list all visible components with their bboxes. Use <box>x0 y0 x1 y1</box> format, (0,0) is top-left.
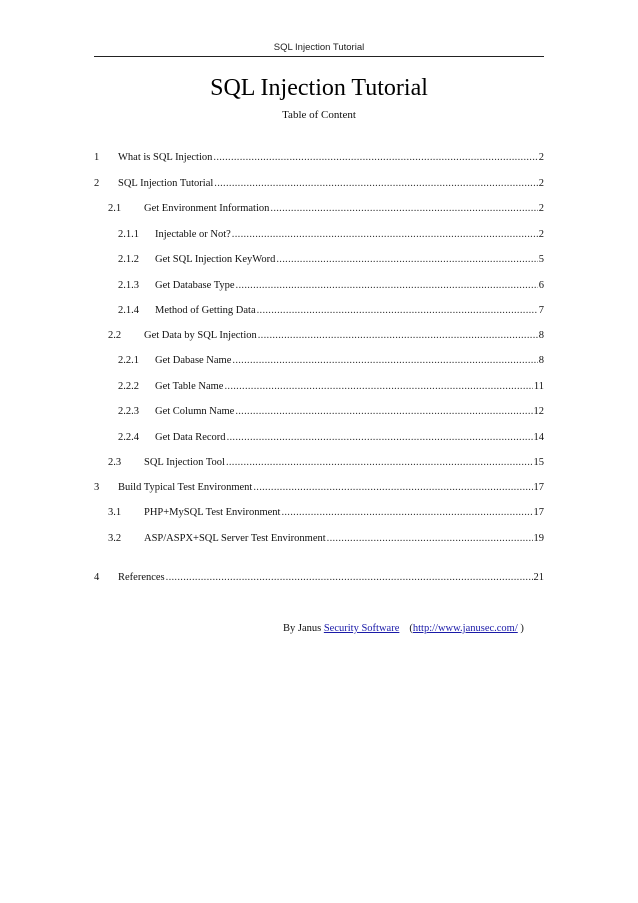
toc-dot-leader <box>258 329 538 343</box>
byline-open-paren: ( <box>409 623 413 634</box>
toc-entry-page: 8 <box>538 330 544 341</box>
toc-entry-label: Get Database Type <box>155 280 235 291</box>
toc-entry[interactable] <box>94 481 544 495</box>
toc-dot-leader <box>235 405 532 419</box>
toc-entry-page: 17 <box>533 507 544 518</box>
toc-entry-page: 11 <box>533 381 544 392</box>
toc-entry-label: PHP+MySQL Test Environment <box>144 507 281 518</box>
toc-dot-leader <box>227 431 533 445</box>
toc-entry[interactable] <box>118 228 544 242</box>
toc-dot-leader <box>214 177 537 191</box>
toc-entry-page: 7 <box>538 305 544 316</box>
toc-entry-page: 21 <box>533 572 544 583</box>
toc-dot-leader <box>327 532 533 546</box>
toc-entry-page: 8 <box>538 355 544 366</box>
company-link[interactable]: Security Software <box>323 623 400 634</box>
toc-entry-number: 2.1.2 <box>118 254 139 265</box>
toc-entry-label: Get Column Name <box>155 406 235 417</box>
toc-entry-label: Method of Getting Data <box>155 305 256 316</box>
toc-entry-page: 15 <box>533 457 544 468</box>
toc-entry-number: 2.2.3 <box>118 406 139 417</box>
toc-entry-number: 2.1.3 <box>118 280 139 291</box>
toc-entry-page: 14 <box>533 432 544 443</box>
toc-entry-number: 2.2.2 <box>118 381 139 392</box>
toc-heading: Table of Content <box>282 109 356 121</box>
toc-entry-number: 2.1.4 <box>118 305 139 316</box>
toc-entry-label: SQL Injection Tutorial <box>118 178 214 189</box>
website-link[interactable]: http://www.janusec.com/ <box>412 623 518 634</box>
toc-entry[interactable] <box>118 431 544 445</box>
toc-entry[interactable] <box>118 380 544 394</box>
toc-entry-number: 2.1 <box>108 203 122 214</box>
toc-dot-leader <box>232 354 537 368</box>
toc-dot-leader <box>276 253 537 267</box>
toc-entry-page: 2 <box>538 178 544 189</box>
toc-entry-page: 2 <box>538 203 544 214</box>
toc-entry[interactable] <box>108 329 544 343</box>
toc-entry-label: What is SQL Injection <box>118 152 213 163</box>
toc-entry-number: 2.2 <box>108 330 122 341</box>
toc-entry-label: ASP/ASPX+SQL Server Test Environment <box>144 533 326 544</box>
toc-entry[interactable] <box>118 354 544 368</box>
toc-entry[interactable] <box>108 202 544 216</box>
running-header: SQL Injection Tutorial <box>273 42 365 53</box>
byline-close-paren: ) <box>520 623 524 634</box>
toc-entry-label: Get Data Record <box>155 432 226 443</box>
toc-dot-leader <box>232 228 538 242</box>
toc-entry[interactable] <box>118 253 544 267</box>
toc-dot-leader <box>224 380 532 394</box>
toc-entry[interactable] <box>118 279 544 293</box>
toc-entry[interactable] <box>118 405 544 419</box>
toc-entry-label: References <box>118 572 165 583</box>
toc-entry-label: Get Data by SQL Injection <box>144 330 257 341</box>
document-title: SQL Injection Tutorial <box>210 75 428 101</box>
toc-entry-number: 2.2.4 <box>118 432 139 443</box>
toc-entry-label: Get Environment Information <box>144 203 270 214</box>
toc-entry[interactable] <box>118 304 544 318</box>
toc-entry[interactable] <box>108 456 544 470</box>
toc-dot-leader <box>226 456 533 470</box>
toc-dot-leader <box>270 202 537 216</box>
toc-entry-number: 3 <box>94 482 100 493</box>
toc-entry[interactable] <box>94 571 544 585</box>
toc-dot-leader <box>281 506 532 520</box>
toc-dot-leader <box>166 571 533 585</box>
toc-entry-number: 4 <box>94 572 100 583</box>
toc-entry-page: 12 <box>533 406 544 417</box>
toc-entry-number: 2.1.1 <box>118 229 139 240</box>
toc-entry-label: Get Dabase Name <box>155 355 232 366</box>
toc-entry[interactable] <box>108 532 544 546</box>
toc-dot-leader <box>257 304 538 318</box>
toc-dot-leader <box>236 279 538 293</box>
toc-entry[interactable] <box>108 506 544 520</box>
toc-entry-number: 2.3 <box>108 457 122 468</box>
toc-dot-leader <box>213 151 537 165</box>
toc-entry-number: 1 <box>94 152 100 163</box>
toc-entry-page: 6 <box>538 280 544 291</box>
author-byline <box>283 622 524 636</box>
toc-entry-page: 5 <box>538 254 544 265</box>
toc-entry-label: Build Typical Test Environment <box>118 482 253 493</box>
toc-entry-label: SQL Injection Tool <box>144 457 225 468</box>
toc-entry[interactable] <box>94 151 544 165</box>
toc-entry-number: 3.1 <box>108 507 122 518</box>
toc-entry-number: 2.2.1 <box>118 355 139 366</box>
toc-dot-leader <box>253 481 532 495</box>
toc-entry[interactable] <box>94 177 544 191</box>
toc-entry-page: 19 <box>533 533 544 544</box>
toc-entry-label: Injectable or Not? <box>155 229 231 240</box>
toc-entry-page: 2 <box>538 152 544 163</box>
toc-entry-label: Get SQL Injection KeyWord <box>155 254 276 265</box>
toc-entry-page: 17 <box>533 482 544 493</box>
toc-entry-page: 2 <box>538 229 544 240</box>
toc-entry-label: Get Table Name <box>155 381 224 392</box>
toc-entry-number: 3.2 <box>108 533 122 544</box>
byline-prefix: By Janus <box>283 623 322 634</box>
toc-entry-number: 2 <box>94 178 100 189</box>
